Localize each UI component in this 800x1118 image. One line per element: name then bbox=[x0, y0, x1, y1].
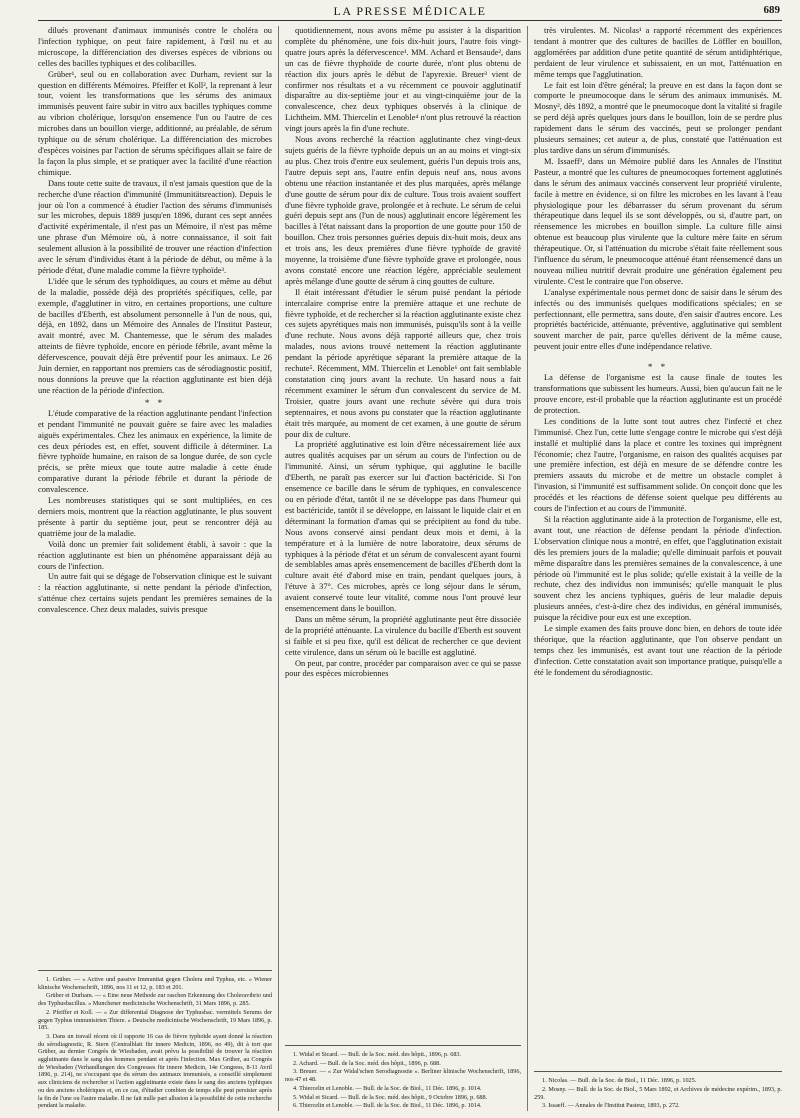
column-2-body bbox=[285, 26, 521, 680]
paragraph: M. Issaeff³, dans un Mémoire publié dans les Annales de l'Institut Pasteur, a montré que les cultures de pneumocoques fortement agglutinés dans le sérum des animaux vaccinés conservent leur propriété virulente, facile à mettre en évidence, si on filtre les microbes en les lavant à l'eau physiologique pour les débarrasser du sérum provenant du sérum thérapeutique dans lequel ils se sont développés, ou si, d'autre part, on réensemence les microbes en bouillon simple. La culture fille ainsi obtenue est beaucoup plus virulente que la culture mère faite en sérum thérapeutique. Or, si l'atténuation du microbe s'était faite réellement sous l'influence du sérum, le pneumocoque atténué étant réensemencé dans un nouveau milieu nutritif devrait produire une génération également peu virulente. C'est le contraire que l'on observe. bbox=[534, 156, 782, 286]
footnote: Grüber et Durham. — « Eine neue Methode zur raschen Erkennung des Choleravibrio und des Typhusbacillus. » Munchener medicinische Wochenschrift, 31 Mars 1896, p. 285. bbox=[38, 992, 272, 1008]
paragraph: On peut, par contre, procéder par comparaison avec ce qui se passe pour des espèces microbiennes bbox=[285, 658, 521, 679]
paragraph: Nous avons recherché la réaction agglutinante chez vingt-deux sujets guéris de la fièvre typhoïde depuis un an au moins et vingt-six au plus. Chez trois d'entre eux seulement, guéris l'un depuis trois ans, l'autre depuis sept ans, l'autre enfin depuis neuf ans, nous avons obtenu une réaction instantanée et des plus marquées, après mélange d'une goutte de sérum pour dix de culture. Tous trois avaient souffert d'une fièvre typhoïde grave, prolongée et à rechute. Le sérum de celui guéri depuis sept ans (l'un de nous) agglutinait encore légèrement les bacilles à l'état naissant dans la proportion de une goutte pour 150 de bouillon. Chez trois personnes guéries depuis dix-huit mois, deux ans et trois ans, les deux premières d'une fièvre typhoïde de gravité moyenne, la troisième d'une fièvre typhoïde grave et prolongée, nous avons constaté encore une réaction légère, appréciable seulement après mélange d'une goutte de sérum à cinq gouttes de culture. bbox=[285, 135, 521, 286]
paragraph: L'étude comparative de la réaction agglutinante pendant l'infection et pendant l'immunité ne pouvait guère se faire avec les maladies aiguës expérimentales. Chez les animaux en expérience, la limite de ces deux périodes est, en effet, souvent difficile à déterminer. La fièvre typhoïde humaine, en raison de sa longue durée, de son cycle précis, se prête mieux que toute autre maladie à cette étude comparative durant la période fébrile et durant la période de convalescence. bbox=[38, 408, 272, 495]
column-1 bbox=[38, 26, 278, 1111]
section-separator: * * bbox=[647, 362, 669, 373]
footnote: 3. Dans un travail récent où il rapporte 16 cas de fièvre typhoïde ayant donné la réaction du sérodiagnostic, R. Stern (Centralblatt für innere Medicin, 1896, no 49), dit à tort que Grüber, au dernier Congrès de Wiesbaden, avait prévu la possibilité de trouver la réaction agglutinante dans le sang des hommes pendant et après l'infection. Max Grüber, au Congrès de Wiesbaden (Verhandlungen des Congresses für innere Medicin, 14e Congress, 8-11 Avril 1896, p. 214), ne s'occupant que du sérum des animaux immunisés, a conseillé simplement aux cliniciens de rechercher si l'action agglutinante existe dans le sang des anciens typhiques ou des anciens cholériques et, en ce cas, d'étudier combien de temps elle peut persister après la fin de l'une ou l'autre maladie. Il ne fait nulle part allusion à la possibilité de cette recherche pendant la maladie. bbox=[38, 1032, 272, 1110]
footnote: 4. Thiercelin et Lenoble. — Bull. de la Soc. de Biol., 11 Déc. 1896, p. 1014. bbox=[293, 1084, 482, 1092]
paragraph: Dans un même sérum, la propriété agglutinante peut être dissociée de la propriété atténuante. La virulence du bacille d'Eberth est souvent si faible et si peu fixe, qu'il est délicat de rechercher ce que devient cette virulence, dans un sérum où le bacille est agglutiné. bbox=[285, 614, 521, 657]
paragraph: Le fait est loin d'être général; la preuve en est dans la façon dont se comporte le pneumocoque dans le sérum des animaux immunisés. M. Mosny², dès 1892, a montré que le pneumocoque dont la vitalité si fragile se perd déjà après quelques jours dans le bouillon, loin de se perdre plus rapidement dans le sérum des vaccinés, peut se prolonger pendant plusieurs semaines; cet auteur a, de plus, constaté que l'atténuation est plus tardive dans un sérum d'immunisés. bbox=[534, 80, 782, 155]
paragraph: Si la réaction agglutinante aide à la protection de l'organisme, elle est, avant tout, une réaction de défense pendant la période d'infection. L'observation clinique nous a montré, en effet, que l'agglutination existait dès les premiers jours de la maladie; qu'elle diminuait parfois et pouvait même disparaître dans les premières semaines de la convalescence, à une période où l'immunité est le plus solide; qu'elle existait à la veille de la rechute, chez des individus non immunisés; qu'elle manquait le plus souvent chez les anciens typhiques, guéris de leur maladie depuis plusieurs années, c'est-à-dire chez des individus, en général immunisés, puisque la récidive pour eux est une exception. bbox=[534, 514, 782, 623]
footnote: 2. Mosny. — Bull. de la Soc. de Biol., 5 Mars 1892, et Archives de médecine expérim., 1893, p. 259. bbox=[534, 1085, 782, 1101]
paragraph: Grüber¹, seul ou en collaboration avec Durham, revient sur la question en différents Mémoires. Pfeiffer et Koll², la reprenant à leur tour, voient les transformations que les sérums des animaux immunisés peuvent faire subir in vitro aux bacilles typhiques comme au vibrion cholérique, lorsqu'on ensemence l'un ou l'autre de ces microbes dans un bouillon vierge, additionné, au préalable, de sérum typhique ou de sérum cholérique. La différenciation des microbes d'espèces voisines par l'action de sérums spécifiques allait se faire de la façon la plus simple, et se pratiquer avec la facilité d'une réaction chimique. bbox=[38, 69, 272, 177]
column-2-footnotes bbox=[285, 1045, 521, 1111]
footnote: 1. Grüber. — « Active und passive Immunitat gegen Cholera und Typhus, etc. » Wiener klinische Wochenschrift, 1896, nos 11 et 12, p. 183 et 201. bbox=[38, 976, 272, 991]
paragraph: L'analyse expérimentale nous permet donc de saisir dans le sérum des infectés ou des immunisés quelques modifications spéciales; en se perfectionnant, elle permettra, sans doute, d'en saisir d'autres encore. Les propriétés bactéricide, atténuante, préventive, agglutinative qui semblent souvent marcher de pair, parce qu'elles dérivent de la même cause, peuvent jouir entre elles d'une indépendance relative. bbox=[534, 287, 782, 352]
footnote: 1. Widal et Sicard. — Bull. de la Soc. méd. des hôpit., 1896, p. 683. bbox=[293, 1051, 462, 1059]
footnote: 2. Achard. — Bull. de la Soc. méd. des hôpit., 1896, p. 688. bbox=[293, 1059, 441, 1067]
paragraph: Un autre fait qui se dégage de l'observation clinique est le suivant : la réaction agglutinante, si nette pendant la période d'infection, s'atténue chez certains sujets pendant les premières semaines de la convalescence. Chez deux malades, suivis presque bbox=[38, 572, 272, 615]
column-3-footnotes bbox=[534, 1071, 782, 1111]
paragraph: très virulentes. M. Nicolas¹ a rapporté récemment des expériences tendant à montrer que des cultures de bacilles de Löffler en bouillon, agglomérées par addition d'une petite quantité de sérum antidiphtérique, perdaient de leur virulence et subissaient, en un mot, l'atténuation en même temps que l'agglutination. bbox=[534, 26, 782, 79]
paragraph: Le simple examen des faits prouve donc bien, en dehors de toute idée théorique, que la réaction agglutinante, que l'on observe pendant un temps chez les immunisés, est avant tout une réaction de la période d'infection. Cette constatation avait son importance pratique, puisqu'elle a été le fondement du sérodiagnostic. bbox=[534, 624, 782, 677]
footnote: 1. Nicolas. — Bull. de la Soc. de Biol., 11 Déc. 1896, p. 1025. bbox=[542, 1077, 697, 1085]
page-number: 689 bbox=[763, 4, 780, 16]
section-separator: * * bbox=[144, 397, 166, 408]
paragraph: La propriété agglutinative est loin d'être nécessairement liée aux autres qualités acquises par un sérum au cours de l'infection ou de l'immunité. Ainsi, un sérum typhique, qui agglutine le bacille d'Eberth, ne paraît pas exercer sur lui d'action bactéricide. Si l'on ensemence ce bacille dans le sérum de typhiques, en convalescence ou en période d'état, tantôt il ne se développe pas dans l'humeur qui est bactéricide, tantôt il se développe, en laissant le liquide clair et en déterminant la formation d'amas qui se précipitent au fond du tube. Nous avons conservé ainsi pendant deux mois et demi, à la température et à la lumière de notre laboratoire, deux sérums de typhiques à la période d'état et un sérum de convalescent ayant fourni de semblables amas après ensemencement de bacilles d'Eberth dont la culture avait été d'abord mise en train, pendant quelques jours, à l'étuve à 37°. Ces microbes, après ce long séjour dans le sérum, avaient conservé toute leur vitalité, comme nous l'ont prouvé leur ensemencement dans le bouillon. bbox=[285, 440, 521, 614]
paragraph: quotidiennement, nous avons même pu assister à la disparition complète du phénomène, une fois dix-huit jours, l'autre fois vingt-quatre jours après la défervescence¹. MM. Achard et Bensaude², dans un cas de fièvre thyphoïde de courte durée, n'ont plus obtenu de réaction dix jours après le début de l'apyrexie. Breuer³ vient de confirmer nos résultats et a vu récemment ce pouvoir agglutinatif disparaître au dix-septième jour et au vingt-cinquième jour de la convalescence, chez deux typhiques observés à la clinique de Lichtheim. MM. Thiercelin et Lenoble⁴ n'ont plus retrouvé la réaction vingt jours après la fin d'une rechute. bbox=[285, 26, 521, 134]
column-3 bbox=[527, 26, 782, 1111]
column-1-body bbox=[38, 26, 272, 616]
paragraph: Dans toute cette suite de travaux, il n'est jamais question que de la recherche d'une réaction d'immunité (Immunitätsreaction). Depuis le jour où l'on a commencé à étudier l'action des sérums d'immunisés sur les microbes, depuis 1889 jusqu'en 1896, durant ces sept années d'activité expérimentale, il n'est pas un Mémoire, il n'est pas même une phrase d'un Mémoire où, à notre connaissance, il soit fait seulement allusion à la possibilité de trouver une réaction d'infection avec le sérum d'individus étant à la période de début, ou même à la période d'état, d'une maladie comme la fièvre typhoïde³. bbox=[38, 178, 272, 275]
footnote: 6. Thiercelin et Lenoble. — Bull. de la Soc. de Biol., 11 Déc. 1896, p. 1014. bbox=[293, 1102, 482, 1110]
paragraph: Les conditions de la lutte sont tout autres chez l'infecté et chez l'immunisé. Chez l'un, cette lutte s'engage contre le microbe qui s'est déjà installé et multiplié dans la place et contre les toxines qui imprègnent l'économie; chez l'autre, l'organisme, en raison des qualités acquises par une première infection, est déjà en mesure de se défendre contre les premiers assauts du microbe et de mettre un obstacle complet à l'invasion, si l'immunité est suffisamment solide. On conçoit donc que les procédés et les réactions de défense soient quelque peu différents au cours de l'infection et au cours de l'immunité. bbox=[534, 416, 782, 514]
footnote: 3. Issaeff. — Annales de l'Institut Pasteur, 1893, p. 272. bbox=[542, 1102, 680, 1110]
paragraph: L'idée que le sérum des typhoïdiques, au cours et même au début de la maladie, possède déjà des propriétés spécifiques, celle, par exemple, d'agglutiner in vitro, en certaines proportions, une culture de bacilles d'Eberth, est absolument personnelle à l'un de nous, qui, déjà, en 1892, dans un Mémoire des Annales de l'Institut Pasteur, avait montré, avec M. Chantemesse, que le sérum des malades atteints de fièvre typhoïde, encore en période fébrile, avant même la défervescence, pouvait déjà être préventif pour les animaux. Le 26 Juin dernier, en rapportant nos premiers cas de sérodiagnostic positif, nous donnions la preuve que la réaction agglutinante est bien déjà une réaction de la période d'infection. bbox=[38, 276, 272, 395]
paragraph: Voilà donc un premier fait solidement établi, à savoir : que la réaction agglutinante est bien un phénomène apparaissant déjà au cours de l'infection. bbox=[38, 539, 272, 571]
paragraph: Il était intéressant d'étudier le sérum puisé pendant la période intercalaire comprise entre la première attaque et une rechute de fièvre typhoïde, et de rechercher si la réaction agglutinante existe chez ces sujets apyrétiques mais non immunisés, puisqu'ils sont à la veille d'une rechute. Nous avons déjà rapporté ailleurs que, chez trois malades, nous avions trouvé nettement la réaction agglutinante pendant la période apyrétique séparant la première attaque de la rechute⁵. Récemment, MM. Thiercelin et Lenoble⁶ ont fait semblable constatation cinq jours avant la rechute. Un hasard nous a fait récemment examiner le sérum d'un convalescent du service de M. Troisier, quatre jours avant une rechute sévère qui dura trois septennaires, et nous avons pu constater que la réaction agglutinante était très marquée, au moment de cet examen, à une goutte de sérum pour dix de culture. bbox=[285, 287, 522, 439]
paragraph: Les nombreuses statistiques qui se sont multipliées, en ces derniers mois, montrent que la réaction agglutinante, le plus souvent présente à partir du septième jour, peut se rencontrer déjà au quatrième jour de la maladie. bbox=[38, 496, 272, 538]
footnote: 3. Breuer. — « Zur Widal'schen Serodiagnostie ». Berliner klinische Wochenschrift, 1896, nos 47 et 48. bbox=[285, 1068, 521, 1084]
column-3-body bbox=[534, 26, 782, 679]
footnote: 2. Pfeiffer et Koll. — « Zur differential Diagnose der Typhusbac. vermittels Serums der gegen Typhus immunisirten Thiere. » Deutsche medicinische Wochenschrift, 19 Mars 1896, p. 185. bbox=[38, 1008, 272, 1032]
page-header bbox=[38, 0, 782, 21]
column-2 bbox=[278, 26, 527, 1111]
journal-title: LA PRESSE MÉDICALE bbox=[333, 4, 487, 18]
paragraph: La défense de l'organisme est la cause finale de toutes les transformations que subissent les humeurs. Aussi, bien qu'aucun fait ne le prouve encore, est-il probable que la réaction agglutinante est un procédé de protection. bbox=[534, 373, 782, 415]
column-1-footnotes bbox=[38, 970, 272, 1111]
footnote: 5. Widal et Sicard. — Bull. de la Soc. méd. des hôpit., 9 Octobre 1896, p. 688. bbox=[293, 1093, 488, 1101]
article-columns bbox=[38, 26, 782, 1111]
paragraph: dilués provenant d'animaux immunisés contre le choléra ou l'infection typhique, on peut faire rapidement, à l'œil nu et au microscope, la différenciation des diverses espèces de vibrions ou celles des bacilles typhiques et des colibacilles. bbox=[38, 26, 272, 68]
